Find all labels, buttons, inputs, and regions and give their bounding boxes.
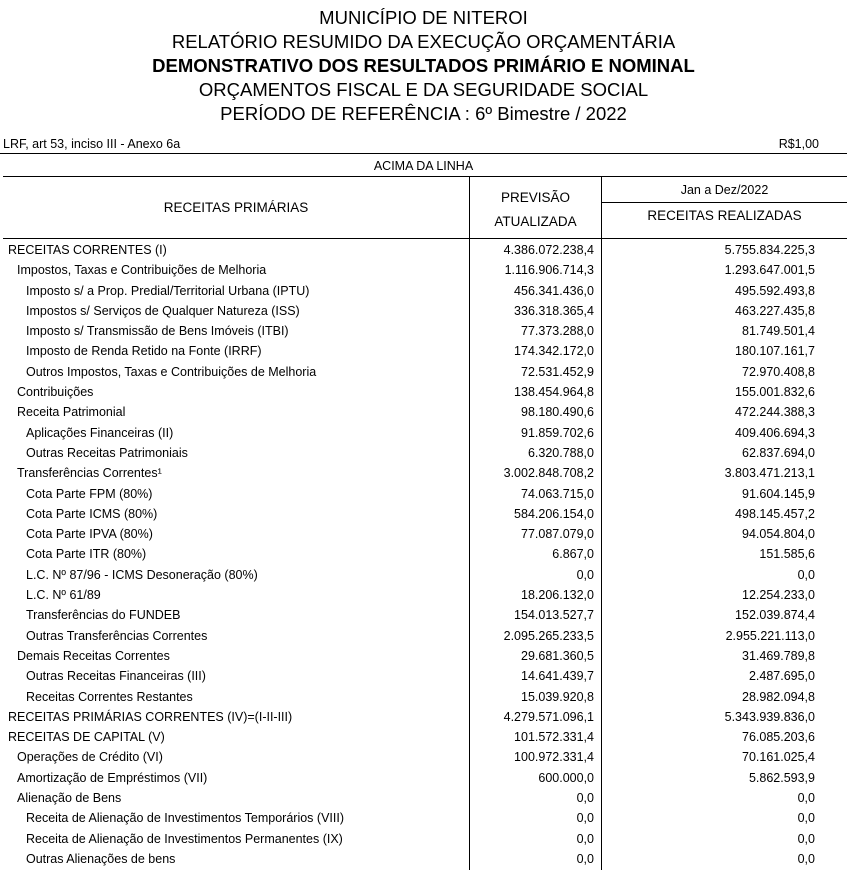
report-header bbox=[0, 6, 847, 126]
table-row bbox=[0, 687, 847, 707]
table-row bbox=[0, 362, 847, 382]
column-header-previsao bbox=[470, 186, 601, 234]
table-row bbox=[0, 707, 847, 727]
row-value-realizadas: 495.592.493,8 bbox=[735, 283, 815, 298]
row-value-realizadas: 151.585,6 bbox=[759, 547, 815, 562]
municipality-title: MUNICÍPIO DE NITEROI bbox=[319, 7, 528, 28]
table-row bbox=[0, 321, 847, 341]
row-label: Operações de Crédito (VI) bbox=[17, 750, 163, 765]
row-label: Outras Receitas Financeiras (III) bbox=[26, 669, 206, 684]
row-value-realizadas: 5.343.939.836,0 bbox=[724, 709, 815, 724]
row-label: RECEITAS CORRENTES (I) bbox=[8, 243, 167, 257]
table-row bbox=[0, 849, 847, 869]
row-label: Imposto s/ Transmissão de Bens Imóveis (ITBI) bbox=[26, 324, 289, 339]
table-row bbox=[0, 626, 847, 646]
table-row bbox=[0, 747, 847, 767]
row-value-previsao: 18.206.132,0 bbox=[521, 588, 594, 603]
row-label: Outros Impostos, Taxas e Contribuições de Melhoria bbox=[26, 364, 317, 379]
row-value-previsao: 174.342.172,0 bbox=[514, 344, 594, 359]
table-row bbox=[0, 382, 847, 402]
table-row bbox=[0, 585, 847, 605]
row-value-previsao: 154.013.527,7 bbox=[514, 608, 594, 623]
table-row bbox=[0, 484, 847, 504]
row-value-previsao: 6.867,0 bbox=[552, 547, 594, 562]
table-row bbox=[0, 504, 847, 524]
row-value-previsao: 74.063.715,0 bbox=[521, 486, 594, 501]
row-value-previsao: 0,0 bbox=[576, 811, 594, 826]
row-value-previsao: 584.206.154,0 bbox=[514, 506, 594, 521]
row-value-previsao: 600.000,0 bbox=[538, 770, 594, 785]
row-value-previsao: 0,0 bbox=[576, 791, 594, 806]
table-row bbox=[0, 240, 847, 260]
row-label: Outras Receitas Patrimoniais bbox=[26, 445, 188, 460]
row-value-previsao: 4.279.571.096,1 bbox=[503, 709, 594, 724]
table-row bbox=[0, 423, 847, 443]
table-row bbox=[0, 402, 847, 422]
table-row bbox=[0, 463, 847, 483]
row-value-previsao: 138.454.964,8 bbox=[514, 385, 594, 400]
row-value-previsao: 0,0 bbox=[576, 851, 594, 866]
row-value-realizadas: 72.970.408,8 bbox=[742, 364, 815, 379]
column-header-realizadas: RECEITAS REALIZADAS bbox=[647, 208, 802, 223]
table-row bbox=[0, 788, 847, 808]
row-value-previsao: 100.972.331,4 bbox=[514, 750, 594, 765]
table-row bbox=[0, 808, 847, 828]
row-value-realizadas: 0,0 bbox=[797, 831, 815, 846]
row-value-previsao: 14.641.439,7 bbox=[521, 669, 594, 684]
row-value-previsao: 336.318.365,4 bbox=[514, 303, 594, 318]
row-label: Contribuições bbox=[17, 385, 94, 400]
row-value-previsao: 101.572.331,4 bbox=[514, 730, 594, 745]
table-row bbox=[0, 565, 847, 585]
row-label: Alienação de Bens bbox=[17, 791, 122, 806]
row-value-realizadas: 152.039.874,4 bbox=[735, 608, 815, 623]
row-value-realizadas: 12.254.233,0 bbox=[742, 588, 815, 603]
row-label: Aplicações Financeiras (II) bbox=[26, 425, 174, 440]
row-value-realizadas: 1.293.647.001,5 bbox=[724, 263, 815, 278]
column-header-previsao-line1: PREVISÃO bbox=[500, 190, 571, 205]
row-value-realizadas: 0,0 bbox=[797, 851, 815, 866]
row-value-realizadas: 463.227.435,8 bbox=[735, 303, 815, 318]
row-value-previsao: 91.859.702,6 bbox=[521, 425, 594, 440]
row-label: Transferências do FUNDEB bbox=[26, 608, 181, 623]
row-label: Imposto de Renda Retido na Fonte (IRRF) bbox=[26, 344, 262, 359]
row-label: L.C. Nº 61/89 bbox=[26, 588, 101, 603]
table-row bbox=[0, 443, 847, 463]
row-value-previsao: 98.180.490,6 bbox=[521, 405, 594, 420]
row-label: RECEITAS PRIMÁRIAS CORRENTES (IV)=(I-II-III) bbox=[8, 709, 293, 724]
row-value-previsao: 77.373.288,0 bbox=[521, 324, 594, 339]
row-value-previsao: 0,0 bbox=[576, 831, 594, 846]
row-value-realizadas: 2.487.695,0 bbox=[748, 669, 815, 684]
table-row bbox=[0, 646, 847, 666]
row-label: Impostos s/ Serviços de Qualquer Natureza (ISS) bbox=[26, 303, 300, 318]
row-label: Impostos, Taxas e Contribuições de Melhoria bbox=[17, 263, 267, 278]
row-label: Imposto s/ a Prop. Predial/Territorial Urbana (IPTU) bbox=[26, 283, 310, 298]
table-row bbox=[0, 260, 847, 280]
row-label: Receita de Alienação de Investimentos Temporários (VIII) bbox=[26, 811, 344, 826]
table-row bbox=[0, 341, 847, 361]
row-value-previsao: 72.531.452,9 bbox=[521, 364, 594, 379]
row-value-realizadas: 2.955.221.113,0 bbox=[725, 628, 815, 643]
row-value-realizadas: 498.145.457,2 bbox=[735, 506, 815, 521]
row-value-realizadas: 76.085.203,6 bbox=[742, 730, 815, 745]
column-header-period: Jan a Dez/2022 bbox=[680, 183, 769, 197]
row-value-realizadas: 0,0 bbox=[797, 791, 815, 806]
table-row bbox=[0, 829, 847, 849]
row-value-realizadas: 28.982.094,8 bbox=[742, 689, 815, 704]
period-title: PERÍODO DE REFERÊNCIA : 6º Bimestre / 2022 bbox=[220, 103, 627, 124]
row-value-previsao: 1.116.906.714,3 bbox=[504, 263, 594, 278]
section-label: ACIMA DA LINHA bbox=[373, 159, 474, 173]
row-label: Outras Transferências Correntes bbox=[26, 628, 208, 643]
report-title: RELATÓRIO RESUMIDO DA EXECUÇÃO ORÇAMENTÁRIA bbox=[171, 31, 676, 52]
row-value-realizadas: 62.837.694,0 bbox=[742, 445, 815, 460]
row-label: Demais Receitas Correntes bbox=[17, 648, 170, 663]
revenue-table-body bbox=[0, 240, 847, 869]
row-label: L.C. Nº 87/96 - ICMS Desoneração (80%) bbox=[26, 567, 258, 582]
row-value-realizadas: 81.749.501,4 bbox=[742, 324, 815, 339]
row-value-realizadas: 70.161.025,4 bbox=[742, 750, 815, 765]
table-row bbox=[0, 666, 847, 686]
row-label: Cota Parte ICMS (80%) bbox=[26, 506, 158, 521]
row-value-realizadas: 155.001.832,6 bbox=[735, 385, 815, 400]
table-row bbox=[0, 301, 847, 321]
row-value-realizadas: 94.054.804,0 bbox=[742, 527, 815, 542]
table-row bbox=[0, 727, 847, 747]
table-row bbox=[0, 768, 847, 788]
row-value-realizadas: 180.107.161,7 bbox=[735, 344, 815, 359]
legal-reference: LRF, art 53, inciso III - Anexo 6a bbox=[3, 137, 181, 151]
row-value-previsao: 3.002.848.708,2 bbox=[503, 466, 594, 481]
row-label: Cota Parte FPM (80%) bbox=[26, 486, 153, 501]
row-value-realizadas: 472.244.388,3 bbox=[735, 405, 815, 420]
row-value-realizadas: 0,0 bbox=[797, 567, 815, 582]
row-label: Cota Parte IPVA (80%) bbox=[26, 527, 153, 542]
table-row bbox=[0, 281, 847, 301]
column-header-receitas: RECEITAS PRIMÁRIAS bbox=[163, 200, 309, 215]
column-header-previsao-line2: ATUALIZADA bbox=[494, 214, 577, 229]
table-row bbox=[0, 544, 847, 564]
divider bbox=[3, 176, 847, 177]
row-label: RECEITAS DE CAPITAL (V) bbox=[8, 730, 165, 745]
row-label: Receitas Correntes Restantes bbox=[26, 689, 193, 704]
row-value-realizadas: 409.406.694,3 bbox=[735, 425, 815, 440]
table-row bbox=[0, 524, 847, 544]
row-value-previsao: 6.320.788,0 bbox=[527, 445, 594, 460]
row-value-realizadas: 5.755.834.225,3 bbox=[724, 243, 815, 257]
statement-title: DEMONSTRATIVO DOS RESULTADOS PRIMÁRIO E NOMINAL bbox=[152, 55, 695, 76]
row-value-previsao: 2.095.265.233,5 bbox=[503, 628, 594, 643]
row-value-previsao: 77.087.079,0 bbox=[521, 527, 594, 542]
row-label: Receita Patrimonial bbox=[17, 405, 126, 420]
row-value-previsao: 0,0 bbox=[576, 567, 594, 582]
row-value-previsao: 29.681.360,5 bbox=[521, 648, 594, 663]
row-value-realizadas: 0,0 bbox=[797, 811, 815, 826]
row-value-realizadas: 91.604.145,9 bbox=[742, 486, 815, 501]
row-label: Receita de Alienação de Investimentos Permanentes (IX) bbox=[26, 831, 343, 846]
row-label: Amortização de Empréstimos (VII) bbox=[17, 770, 208, 785]
divider bbox=[3, 238, 847, 239]
divider bbox=[0, 153, 847, 154]
table-row bbox=[0, 605, 847, 625]
row-value-realizadas: 3.803.471.213,1 bbox=[724, 466, 815, 481]
row-value-realizadas: 5.862.593,9 bbox=[748, 770, 815, 785]
row-value-previsao: 456.341.436,0 bbox=[514, 283, 594, 298]
budget-title: ORÇAMENTOS FISCAL E DA SEGURIDADE SOCIAL bbox=[198, 79, 649, 100]
row-label: Transferências Correntes¹ bbox=[17, 466, 162, 481]
row-value-previsao: 4.386.072.238,4 bbox=[503, 243, 594, 257]
row-label: Outras Alienações de bens bbox=[26, 851, 176, 866]
divider bbox=[602, 202, 847, 203]
row-value-previsao: 15.039.920,8 bbox=[521, 689, 594, 704]
currency-unit: R$1,00 bbox=[778, 137, 819, 151]
row-label: Cota Parte ITR (80%) bbox=[26, 547, 147, 562]
row-value-realizadas: 31.469.789,8 bbox=[742, 648, 815, 663]
